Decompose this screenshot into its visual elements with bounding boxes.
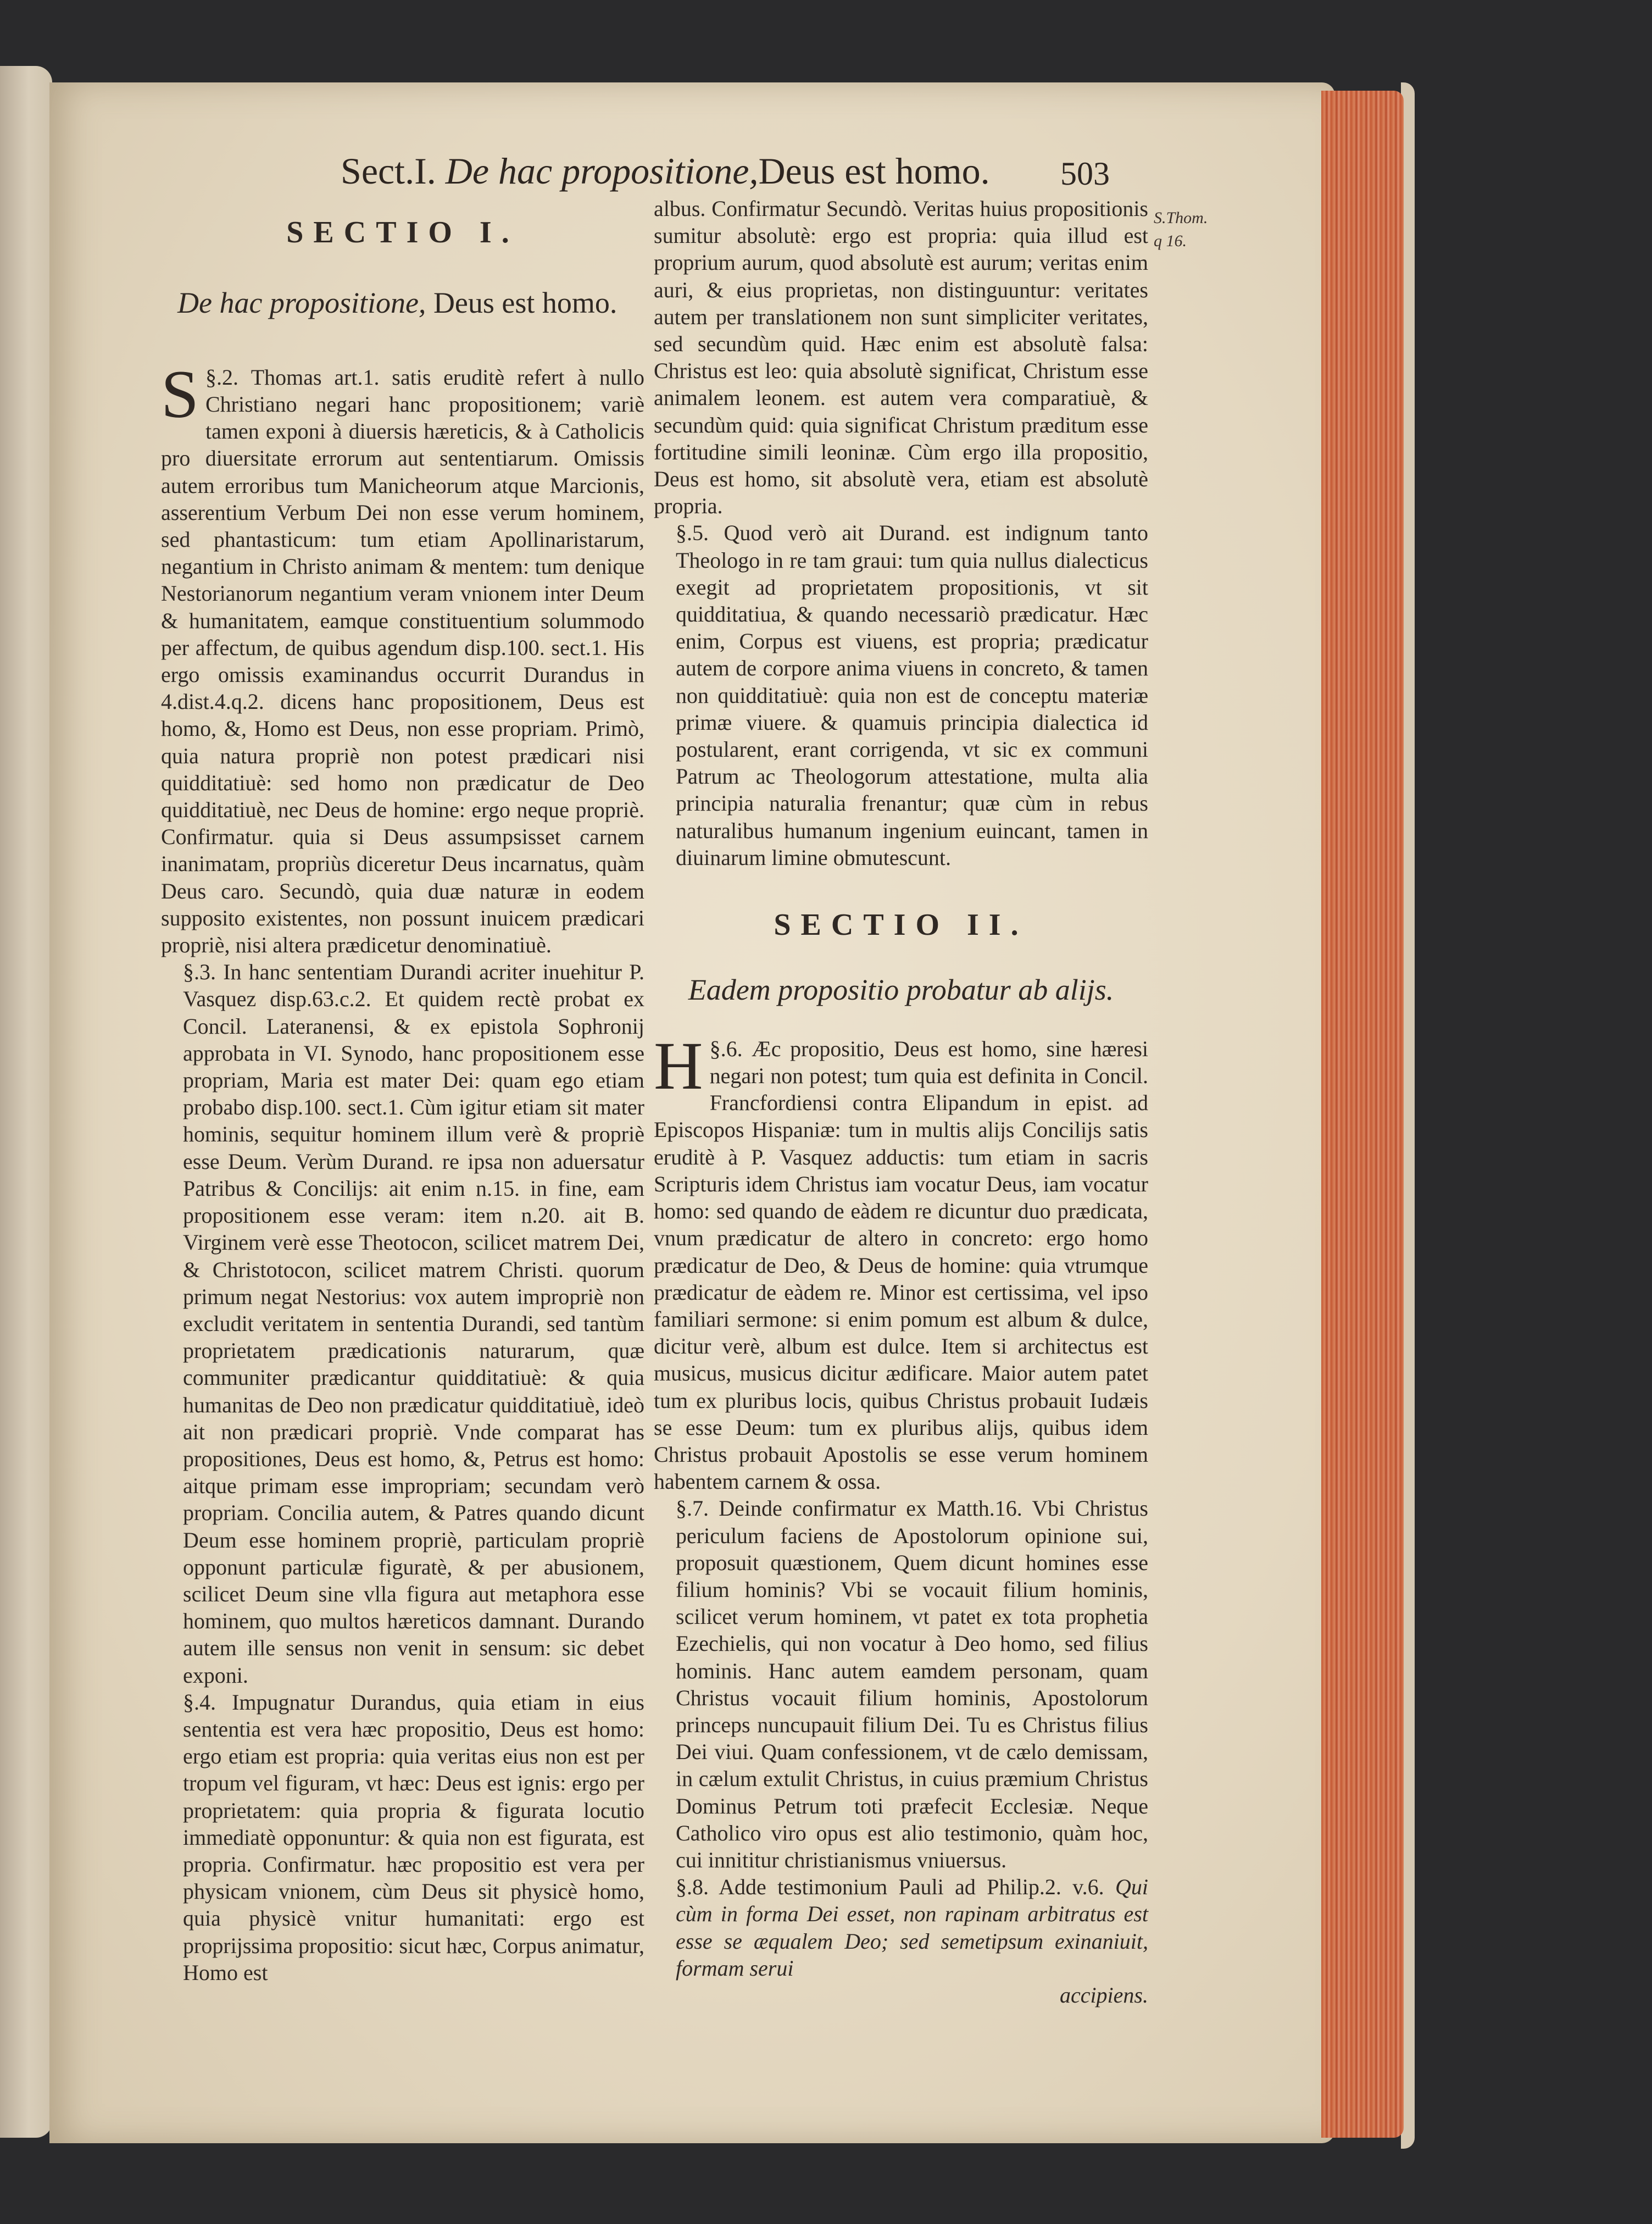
paragraph-7-mark: §.7. <box>676 1496 709 1521</box>
paragraph-4-text: Impugnatur Durandus, quia etiam in eius sententia est vera hæc propositio, Deus est homo: ergo etiam est propria: quia veritas eius non est per tropum vel figuram, vt hæc: Deus est ignis: ergo per proprietatem: quia propria & figurata locutio immediatè opponuntur: & quia non est figurata, est propria. Confirmatur. hæc propositio est vera per physicam vnionem, cùm Deus sit physicè homo, quia physicè vnitur humanitati: ergo est proprijssima propositio: sicut hæc, Corpus animatur, Homo est <box>183 1689 645 1985</box>
sectio-2-subtitle: Eadem propositio probatur ab alijs. <box>688 973 1114 1007</box>
paragraph-8-mark: §.8. <box>676 1874 709 1900</box>
sectio-1-subtitle-italic: De hac propositione, <box>177 286 426 319</box>
paragraph-8-end: accipiens. <box>1059 1982 1148 2007</box>
paragraph-7 <box>654 1495 1148 1873</box>
running-title <box>341 149 990 193</box>
sectio-1-heading: SECTIO I. <box>286 215 519 249</box>
paragraph-6-mark: §.6. <box>709 1036 743 1061</box>
paragraph-3 <box>161 958 644 1688</box>
paragraph-4-mark: §.4. <box>183 1689 216 1715</box>
red-page-edges <box>1321 91 1404 2138</box>
paragraph-3-mark: §.3. <box>183 960 216 985</box>
left-page-edge <box>0 66 52 2138</box>
sectio-2-heading: SECTIO II. <box>774 908 1028 942</box>
paragraph-8-text: Adde testimonium Pauli ad Philip.2. v.6. <box>719 1874 1104 1900</box>
paragraph-5-text: Quod verò ait Durand. est indignum tanto Theologo in re tam graui: tum quia nullus dialecticus exegit ad proprietatem propositionis, vt sit quidditatiua, & quando necessariò prædicatur. Hæc enim, Corpus est viuens, est propria; prædicatur autem de corpore anima viuens in concreto, & tamen non quidditatiuè: quia non est de conceptu materiæ primæ viuere. & quamuis principia dialectica id postularent, erant corrigenda, vt sic ex communi Patrum ac Theologorum attestatione, multa alia principia naturalia frenantur; quæ cùm in rebus naturalibus humanum ingenium euincant, tamen in diuinarum limine obmutescunt. <box>676 520 1149 870</box>
margin-note <box>1154 207 1208 253</box>
paragraph-2-dropcap: S <box>161 356 199 432</box>
paragraph-6 <box>654 1028 1148 1495</box>
page-number: 503 <box>1060 156 1110 192</box>
paragraph-5-mark: §.5. <box>676 520 709 546</box>
paragraph-2 <box>161 356 644 958</box>
paragraph-2-text: Thomas art.1. satis eruditè refert à nullo Christiano negari hanc propositionem; variè tamen exponi à diuersis hæreticis, & à Catholicis pro diuersitate errorum aut sententiarum. Omissis autem erroribus tum Manicheorum atque Marcionis, asserentium Verbum Dei non esse verum hominem, sed phantasticum: tum etiam Apollinaristarum, negantium in Christo animam & mentem: tum denique Nestorianorum negantium veram vnionem inter Deum & humanitatem, eamque constituentium solummodo per affectum, de quibus agendum disp.100. sect.1. His ergo omissis examinandus occurrit Durandus in 4.dist.4.q.2. dicens hanc propositionem, Deus est homo, &, Homo est Deus, non esse propriam. Primò, quia natura propriè non potest prædicari nisi quidditatiuè: sed homo non prædicatur de Deo quidditatiuè, nec Deus de homine: ergo neque propriè. Confirmatur. quia si Deus assumpsisset carnem inanimatam, propriùs diceretur Deus incarnatus, quàm Deus caro. Secundò, quia duæ naturæ in eodem supposito existentes, non possunt inuicem prædicari propriè, nisi altera prædicetur denominatiuè. <box>161 364 644 958</box>
paragraph-3-text: In hanc sententiam Durandi acriter inuehitur P. Vasquez disp.63.c.2. Et quidem rectè probat ex Concil. Lateranensi, & ex epistola Sophronij approbata in VI. Synodo, hanc propositionem esse propriam, Maria est mater Dei: quam ego etiam probabo disp.100. sect.1. Cùm igitur etiam sit mater hominis, sequitur hominem illum verè & propriè esse Deum. Verùm Durand. re ipsa non aduersatur Patribus & Concilijs: ait enim n.15. in fine, eam propositionem esse veram: item n.20. ait B. Virginem verè esse Theotocon, scilicet matrem Dei, & Christotocon, scilicet matrem Christi. quorum primum negat Nestorius: vox autem impropriè non excludit veritatem in sententia Durandi, sed tantùm proprietatem prædicationis naturarum, quæ communiter prædicantur quidditatiuè: & quia humanitas de Deo non prædicatur quidditatiuè, ideò ait non prædicari propriè. Vnde comparat has propositiones, Deus est homo, &, Petrus est homo: aitque primam esse impropriam; secundam verò propriam. Concilia autem, & Patres quando dicunt Deum esse hominem propriè, particulam propriè opponunt particulæ figuratè, & per abusionem, scilicet Deum sine vlla figura aut metaphora esse hominem, quo multos hæreticos damnant. Durando autem ille sensus non venit in sensum: sic debet exponi. <box>183 960 645 1688</box>
margin-note-line2: q 16. <box>1154 232 1187 250</box>
header-rest: Deus est homo. <box>758 150 990 192</box>
header-section: Sect.I. <box>341 150 436 192</box>
header-italic: De hac propositione, <box>445 150 759 192</box>
paragraph-4 <box>161 1689 644 1986</box>
paragraph-6-text: Æc propositio, Deus est homo, sine hæresi negari non potest; tum quia est definita in Concil. Francfordiensi contra Elipandum in epist. ad Episcopos Hispaniæ: tum in multis alijs Concilijs satis eruditè à P. Vasquez adductis: tum etiam in sacris Scripturis idem Christus iam vocatur Deus, iam vocatur homo: sed quando de eàdem re dicuntur duo prædicata, vnum prædicatur de altero in concreto: ergo homo prædicatur de Deo, & Deus de homine: quia vtrumque prædicatur de eàdem re. Minor est certissima, vel ipso familiari sermone: si enim pomum est album & dulce, dicitur verè, album est dulce. Item si architectus est musicus, musicus dicitur ædificare. Maior autem patet tum ex pluribus locis, quibus Christus probauit Iudæis se esse Deum: tum ex pluribus alijs, quibus idem Christus probauit Apostolis se esse verum hominem habentem carnem & ossa. <box>654 1036 1148 1494</box>
paragraph-8-quote: Qui cùm in forma Dei esset, non rapinam arbitratus est esse se æqualem Deo; sed semetipsum exinaniuit, formam serui <box>676 1874 1149 1981</box>
sectio-1-subtitle <box>161 285 644 321</box>
paragraph-4-continued: albus. Confirmatur Secundò. Veritas huius propositionis sumitur absolutè: ergo est propria: quia illud est proprium aurum, quod absolutè est aurum; veritas enim auri, & eius proprietas, non distinguuntur: veritates autem per translationem non sunt simpliciter veritates, sed secundùm quid. Hæc enim est absolutè falsa: Christus est leo: quia absolutè significat, Christum esse animalem leonem. est autem vera comparatiuè, & secundùm quid: quia significat Christum præditum esse fortitudine simili leoninæ. Cùm ergo illa propositio, Deus est homo, sit absolutè vera, etiam est absolutè propria. <box>654 196 1148 519</box>
running-header <box>341 149 1110 199</box>
paragraph-5 <box>654 519 1148 871</box>
left-column <box>161 217 644 1986</box>
paragraph-2-mark: §.2. <box>205 364 238 390</box>
paragraph-8 <box>654 1873 1148 1982</box>
margin-note-line1: S.Thom. <box>1154 209 1208 227</box>
paragraph-6-dropcap: H <box>654 1028 703 1103</box>
right-column <box>654 195 1148 2009</box>
sectio-1-subtitle-rest: Deus est homo. <box>433 286 618 319</box>
paragraph-7-text: Deinde confirmatur ex Matth.16. Vbi Christus periculum faciens de Apostolorum opinione sui, proposuit quæstionem, Quem dicunt homines esse filium hominis? Vbi se vocauit filium hominis, scilicet verum hominem, vt patet ex tota prophetia Ezechielis, qui non vocatur à Deo homo, sed filius hominis. Hanc autem eamdem personam, quam Christus vocauit filium hominis, Apostolorum princeps nuncupauit filium Dei. Tu es Christus filius Dei viui. Quam confessionem, vt de cælo demissam, in cælum extulit Christus, in cuius præmium Christus Dominus Petrum toti præfecit Ecclesiæ. Neque Catholico viro opus est alio testimonio, quàm hoc, cui innititur christianismus vniuersus. <box>676 1496 1148 1872</box>
